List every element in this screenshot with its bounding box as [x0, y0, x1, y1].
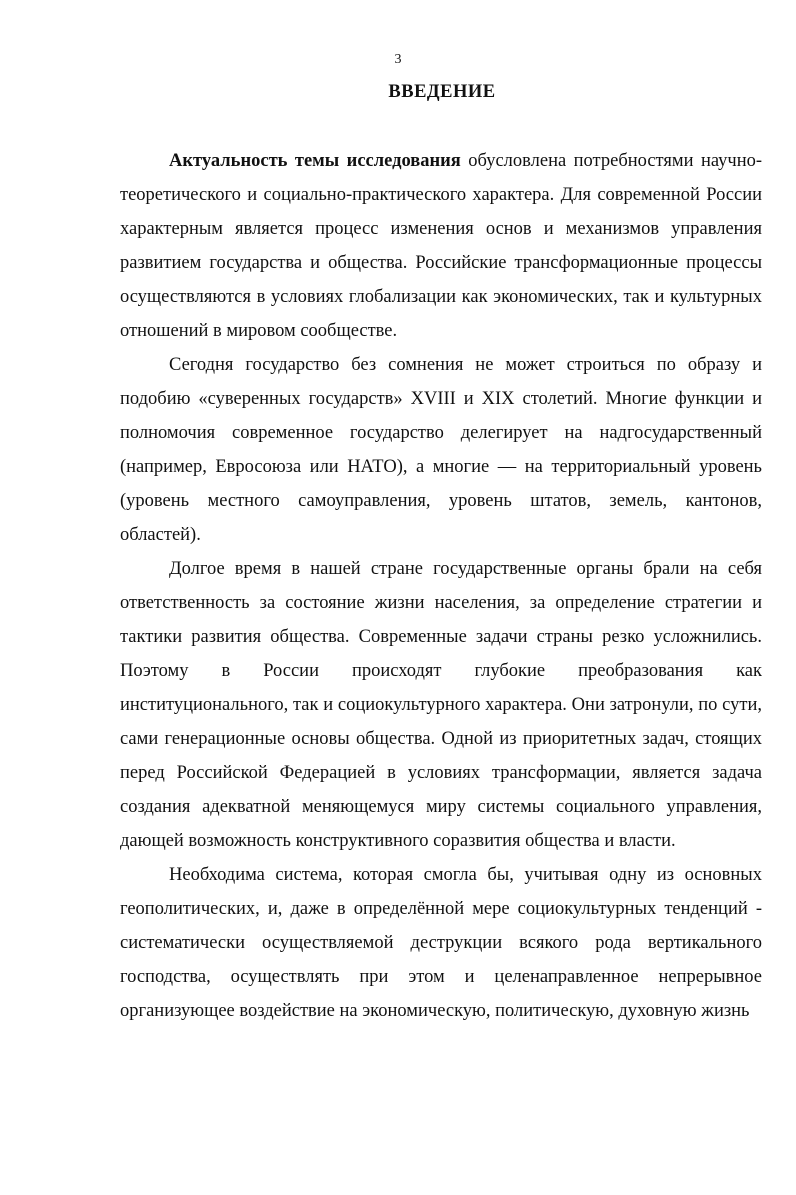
paragraph-state-sovereignty: Сегодня государство без сомнения не может строиться по образу и подобию «суверенных государств» XVIII и XIX столетий. Многие функции и полномочия современное государство делегирует на надгосударственный (например, Евросоюза или НАТО), а многие — на территориальный уровень (уровень местного самоуправления, уровень штатов, земель, кантонов, областей).: [120, 355, 762, 545]
relevance-heading: Актуальность темы исследования: [169, 151, 461, 171]
body-text: [120, 144, 762, 1028]
section-title: ВВЕДЕНИЕ: [388, 82, 496, 102]
page-number: 3: [394, 52, 402, 67]
paragraph-state-bodies: Долгое время в нашей стране государственные органы брали на себя ответственность за состояние жизни населения, за определение стратегии и тактики развития общества. Современные задачи страны резко усложнились. Поэтому в России происходят глубокие преобразования как институционального, так и социокультурного характера. Они затронули, по сути, сами генерационные основы общества. Одной из приоритетных задач, стоящих перед Российской Федерацией в условиях трансформации, является задача создания адекватной меняющемуся миру системы социального управления, дающей возможность конструктивного соразвития общества и власти.: [120, 559, 762, 851]
paragraph-relevance: [120, 144, 762, 348]
paragraph-text: обусловлена потребностями научно-теоретического и социально-практического характера. Для современной России характерным является процесс изменения основ и механизмов управления развитием государства и общества. Российские трансформационные процессы осуществляются в условиях глобализации как экономических, так и культурных отношений в мировом сообществе.: [120, 151, 762, 341]
paragraph-system-needed: Необходима система, которая смогла бы, учитывая одну из основных геополитических, и, даже в определённой мере социокультурных тенденций - систематически осуществляемой деструкции всякого рода вертикального господства, осуществлять при этом и целенаправленное непрерывное организующее воздействие на экономическую, политическую, духовную жизнь: [120, 865, 762, 1021]
